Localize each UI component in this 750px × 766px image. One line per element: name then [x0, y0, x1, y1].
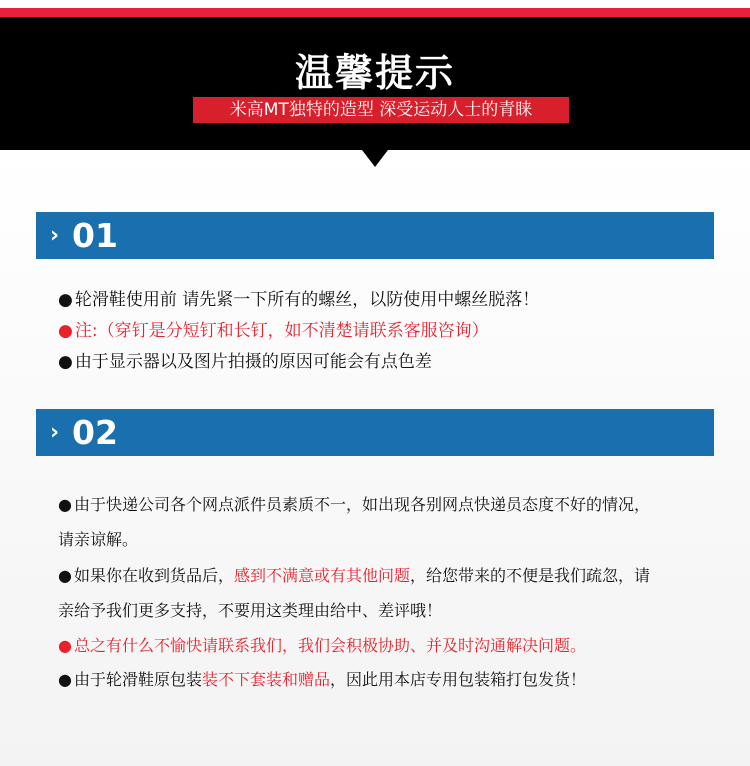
list-item-continuation	[58, 598, 442, 621]
list-item	[58, 285, 539, 310]
section-header-02	[36, 409, 714, 456]
list-item-text: 注:（穿钉是分短钉和长钉，如不清楚请联系客服咨询）	[74, 321, 489, 341]
chevron-right-icon: ›	[50, 420, 60, 445]
header-accent-bar	[0, 8, 750, 17]
section-number: 01	[72, 216, 118, 255]
list-item-text: 由于轮滑鞋原包装	[73, 670, 202, 689]
list-item	[58, 563, 650, 586]
bullet-icon: ●	[58, 670, 72, 689]
page-title: 温馨提示	[294, 51, 455, 95]
list-item-text: 请亲谅解。	[58, 530, 139, 549]
bullet-icon: ●	[58, 352, 73, 372]
bullet-icon: ●	[58, 321, 73, 341]
chevron-right-icon: ›	[50, 223, 60, 248]
page-subtitle: 米高MT独特的造型 深受运动人士的青睐	[193, 97, 569, 123]
list-item-text: 如果你在收到货品后，	[73, 566, 234, 585]
list-item-text: 总之有什么不愉快请联系我们，我们会积极协助、并及时沟通解决问题。	[73, 636, 586, 655]
list-item-text: 轮滑鞋使用前 请先紧一下所有的螺丝，以防使用中螺丝脱落！	[74, 290, 540, 310]
list-item	[58, 492, 650, 515]
list-item-text: 亲给予我们更多支持，不要用这类理由给中、差评哦！	[58, 601, 443, 620]
bullet-icon: ●	[58, 566, 72, 585]
list-item-text: 由于快递公司各个网点派件员素质不一，如出现各别网点快递员态度不好的情况，	[73, 495, 650, 514]
list-item	[58, 347, 432, 372]
list-item-text: 由于显示器以及图片拍摄的原因可能会有点色差	[74, 352, 432, 372]
list-item-highlight: 装不下套装和赠品	[201, 670, 330, 689]
list-item-highlight: 感到不满意或有其他问题	[233, 566, 410, 585]
list-item-note	[58, 316, 489, 341]
list-item-text: ，因此用本店专用包装箱打包发货！	[330, 670, 587, 689]
list-item-continuation	[58, 527, 138, 550]
list-item-highlight-line	[58, 633, 586, 656]
section-number: 02	[72, 413, 118, 452]
section-header-01	[36, 212, 714, 259]
top-stripe	[0, 0, 750, 8]
list-item	[58, 667, 586, 690]
bullet-icon: ●	[58, 495, 72, 514]
bullet-icon: ●	[58, 290, 73, 310]
list-item-text: ，给您带来的不便是我们疏忽，请	[410, 566, 651, 585]
bullet-icon: ●	[58, 636, 72, 655]
